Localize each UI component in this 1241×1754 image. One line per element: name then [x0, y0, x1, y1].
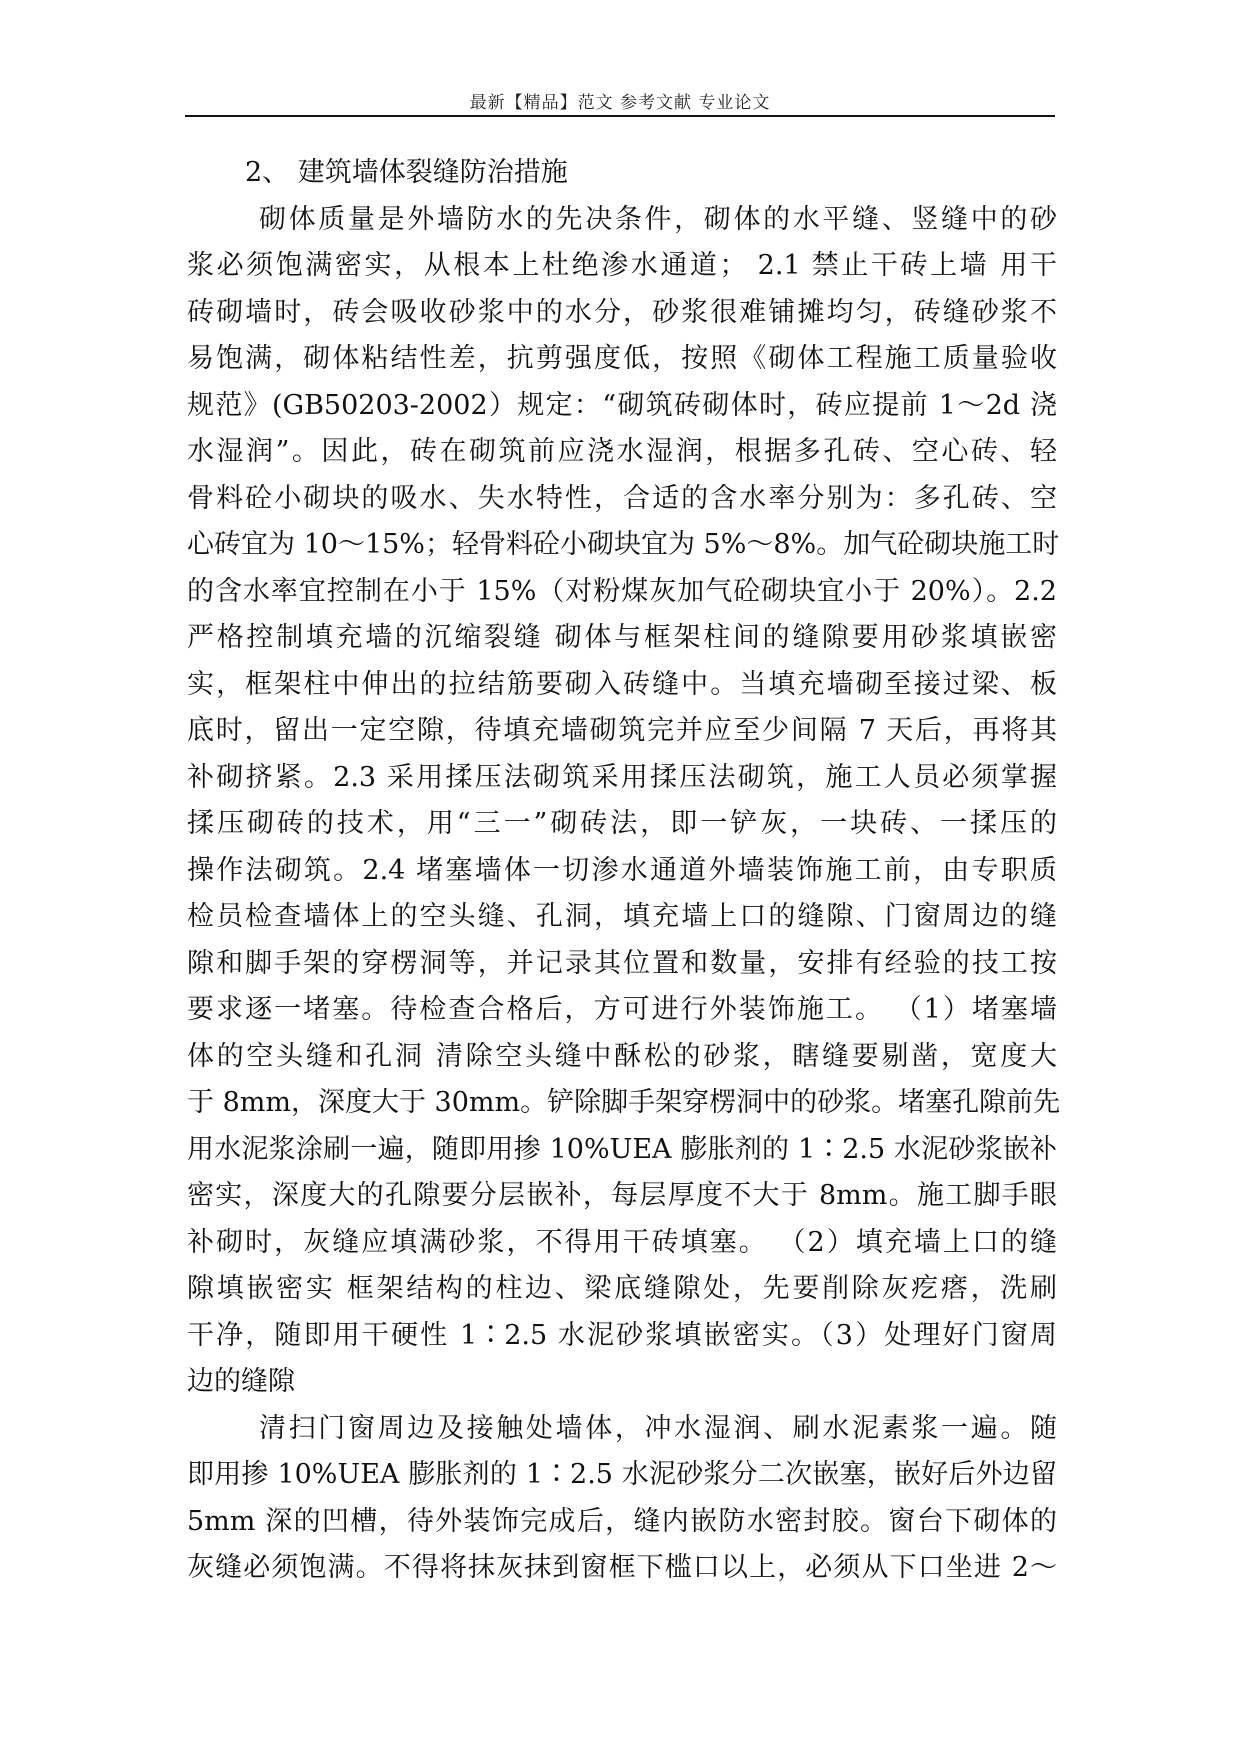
text-line: 水湿润”。因此，砖在砌筑前应浇水湿润，根据多孔砖、空心砖、轻 — [187, 436, 1057, 467]
header-divider — [185, 115, 1055, 117]
text-line: 实，框架柱中伸出的拉结筋要砌入砖缝中。当填充墙砌至接过梁、板 — [187, 668, 1057, 700]
text-line: 严格控制填充墙的沉缩裂缝 砌体与框架柱间的缝隙要用砂浆填嵌密 — [187, 622, 1057, 653]
text-line: 砌体质量是外墙防水的先决条件，砌体的水平缝、竖缝中的砂 — [259, 203, 1057, 235]
text-line: 要求逐一堵塞。待检查合格后，方可进行外装饰施工。 （1）堵塞墙 — [187, 994, 1057, 1025]
text-line: 易饱满，砌体粘结性差，抗剪强度低，按照《砌体工程施工质量验收 — [187, 343, 1057, 374]
text-line: 清扫门窗周边及接触处墙体，冲水湿润、刷水泥素浆一遍。随 — [259, 1412, 1057, 1444]
text-line: 补砌时，灰缝应填满砂浆，不得用干砖填塞。 （2）填充墙上口的缝 — [187, 1226, 1057, 1258]
text-line: 的含水率宜控制在小于 15%（对粉煤灰加气砼砌块宜小于 20%）。2.2 — [187, 575, 1057, 607]
text-line: 干净，随即用干硬性 1∶2.5 水泥砂浆填嵌密实。（3）处理好门窗周 — [187, 1319, 1057, 1351]
text-line: 即用掺 10%UEA 膨胀剂的 1∶2.5 水泥砂浆分二次嵌塞，嵌好后外边留 — [187, 1459, 1057, 1490]
text-line: 隙填嵌密实 框架结构的柱边、梁底缝隙处，先要削除灰疙瘩，洗刷 — [187, 1273, 1057, 1304]
text-line: 于 8mm，深度大于 30mm。铲除脚手架穿楞洞中的砂浆。堵塞孔隙前先 — [187, 1087, 1061, 1118]
page-header: 最新【精品】范文 参考文献 专业论文 — [469, 93, 771, 113]
text-line: 检员检查墙体上的空头缝、孔洞，填充墙上口的缝隙、门窗周边的缝 — [187, 901, 1057, 932]
text-line: 骨料砼小砌块的吸水、失水特性，合适的含水率分别为：多孔砖、空 — [187, 482, 1057, 514]
text-line: 用水泥浆涂刷一遍，随即用掺 10%UEA 膨胀剂的 1∶2.5 水泥砂浆嵌补 — [187, 1133, 1057, 1165]
text-line: 规范》(GB50203-2002）规定：“砌筑砖砌体时，砖应提前 1～2d 浇 — [187, 389, 1057, 421]
text-line: 边的缝隙 — [187, 1366, 295, 1397]
text-line: 底时，留出一定空隙，待填充墙砌筑完并应至少间隔 7 天后，再将其 — [187, 715, 1057, 746]
document-body — [187, 150, 1061, 1592]
text-line: 操作法砌筑。2.4 堵塞墙体一切渗水通道外墙装饰施工前，由专职质 — [187, 854, 1057, 886]
text-line: 密实，深度大的孔隙要分层嵌补，每层厚度不大于 8mm。施工脚手眼 — [187, 1180, 1057, 1211]
text-line: 灰缝必须饱满。不得将抹灰抹到窗框下槛口以上，必须从下口坐进 2～ — [187, 1552, 1057, 1583]
text-line: 5mm 深的凹槽，待外装饰完成后，缝内嵌防水密封胶。窗台下砌体的 — [187, 1505, 1057, 1537]
text-line: 砖砌墙时，砖会吸收砂浆中的水分，砂浆很难铺摊均匀，砖缝砂浆不 — [187, 296, 1057, 328]
text-line: 体的空头缝和孔洞 清除空头缝中酥松的砂浆，瞎缝要剔凿，宽度大 — [187, 1040, 1057, 1072]
text-line: 心砖宜为 10～15%；轻骨料砼小砌块宜为 5%～8%。加气砼砌块施工时 — [187, 529, 1060, 560]
text-line: 隙和脚手架的穿楞洞等，并记录其位置和数量，安排有经验的技工按 — [187, 947, 1057, 979]
section-heading: 2、 建筑墙体裂缝防治措施 — [245, 157, 568, 188]
text-line: 揉压砌砖的技术，用“三一”砌砖法，即一铲灰，一块砖、一揉压的 — [187, 808, 1057, 839]
text-line: 补砌挤紧。2.3 采用揉压法砌筑采用揉压法砌筑，施工人员必须掌握 — [187, 761, 1057, 793]
text-line: 浆必须饱满密实，从根本上杜绝渗水通道； 2.1 禁止干砖上墙 用干 — [187, 250, 1057, 281]
